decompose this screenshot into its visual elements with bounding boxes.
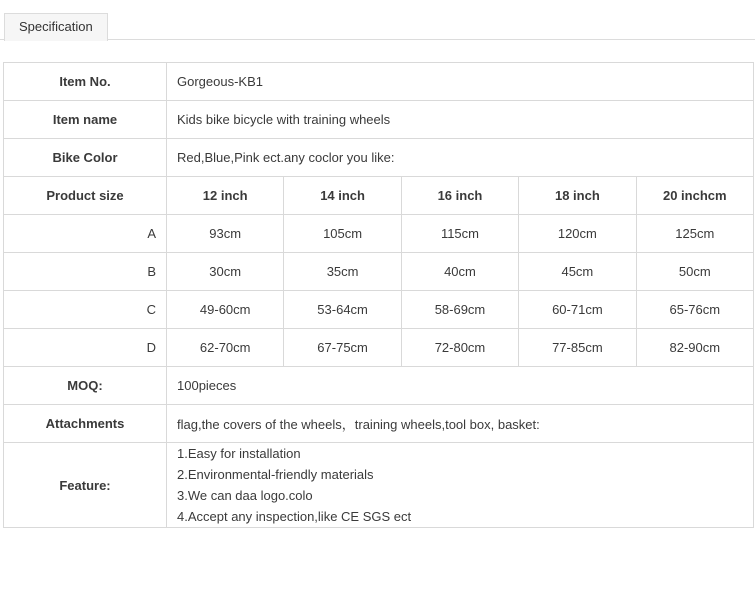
dimension-value: 40cm bbox=[401, 253, 518, 291]
dimension-code: D bbox=[4, 329, 167, 367]
bike-color-label: Bike Color bbox=[4, 139, 167, 177]
feature-list bbox=[167, 443, 754, 528]
feature-item: 1.Easy for installation bbox=[177, 446, 301, 461]
specification-table-wrap bbox=[0, 40, 755, 528]
dimension-value: 82-90cm bbox=[636, 329, 753, 367]
bike-color-value: Red,Blue,Pink ect.any coclor you like: bbox=[167, 139, 754, 177]
dimension-value: 105cm bbox=[284, 215, 401, 253]
table-row-dimension-c bbox=[4, 291, 754, 329]
item-no-value: Gorgeous-KB1 bbox=[167, 63, 754, 101]
specification-table bbox=[3, 62, 754, 528]
table-row-moq bbox=[4, 367, 754, 405]
feature-label: Feature: bbox=[4, 443, 167, 528]
feature-item: 4.Accept any inspection,like CE SGS ect bbox=[177, 509, 412, 524]
size-column-header: 16 inch bbox=[401, 177, 518, 215]
table-row-feature bbox=[4, 443, 754, 528]
table-row-dimension-b bbox=[4, 253, 754, 291]
dimension-value: 93cm bbox=[167, 215, 284, 253]
dimension-value: 35cm bbox=[284, 253, 401, 291]
feature-item: 2.Environmental-friendly materials bbox=[177, 467, 374, 482]
moq-value: 100pieces bbox=[167, 367, 754, 405]
tab-specification-label: Specification bbox=[19, 19, 93, 34]
table-row-dimension-a bbox=[4, 215, 754, 253]
dimension-code: A bbox=[4, 215, 167, 253]
dimension-value: 67-75cm bbox=[284, 329, 401, 367]
table-row bbox=[4, 139, 754, 177]
dimension-code: B bbox=[4, 253, 167, 291]
table-row bbox=[4, 101, 754, 139]
size-column-header: 14 inch bbox=[284, 177, 401, 215]
item-name-label: Item name bbox=[4, 101, 167, 139]
table-row-attachments bbox=[4, 405, 754, 443]
tab-specification[interactable] bbox=[4, 13, 108, 41]
dimension-value: 115cm bbox=[401, 215, 518, 253]
table-row bbox=[4, 63, 754, 101]
dimension-value: 53-64cm bbox=[284, 291, 401, 329]
dimension-value: 62-70cm bbox=[167, 329, 284, 367]
dimension-value: 58-69cm bbox=[401, 291, 518, 329]
attachments-label: Attachments bbox=[4, 405, 167, 443]
dimension-value: 45cm bbox=[519, 253, 636, 291]
moq-label: MOQ: bbox=[4, 367, 167, 405]
dimension-value: 49-60cm bbox=[167, 291, 284, 329]
size-column-header: 20 inchcm bbox=[636, 177, 753, 215]
dimension-value: 125cm bbox=[636, 215, 753, 253]
dimension-value: 72-80cm bbox=[401, 329, 518, 367]
table-row-dimension-d bbox=[4, 329, 754, 367]
feature-item: 3.We can daa logo.colo bbox=[177, 488, 313, 503]
dimension-code: C bbox=[4, 291, 167, 329]
dimension-value: 60-71cm bbox=[519, 291, 636, 329]
item-no-label: Item No. bbox=[4, 63, 167, 101]
size-column-header: 12 inch bbox=[167, 177, 284, 215]
tab-bar bbox=[0, 0, 755, 40]
attachments-value: flag,the covers of the wheels，training wheels,tool box, basket: bbox=[167, 405, 754, 443]
dimension-value: 120cm bbox=[519, 215, 636, 253]
dimension-value: 65-76cm bbox=[636, 291, 753, 329]
size-column-header: 18 inch bbox=[519, 177, 636, 215]
dimension-value: 77-85cm bbox=[519, 329, 636, 367]
table-row-product-size bbox=[4, 177, 754, 215]
dimension-value: 30cm bbox=[167, 253, 284, 291]
item-name-value: Kids bike bicycle with training wheels bbox=[167, 101, 754, 139]
dimension-value: 50cm bbox=[636, 253, 753, 291]
product-size-label: Product size bbox=[4, 177, 167, 215]
